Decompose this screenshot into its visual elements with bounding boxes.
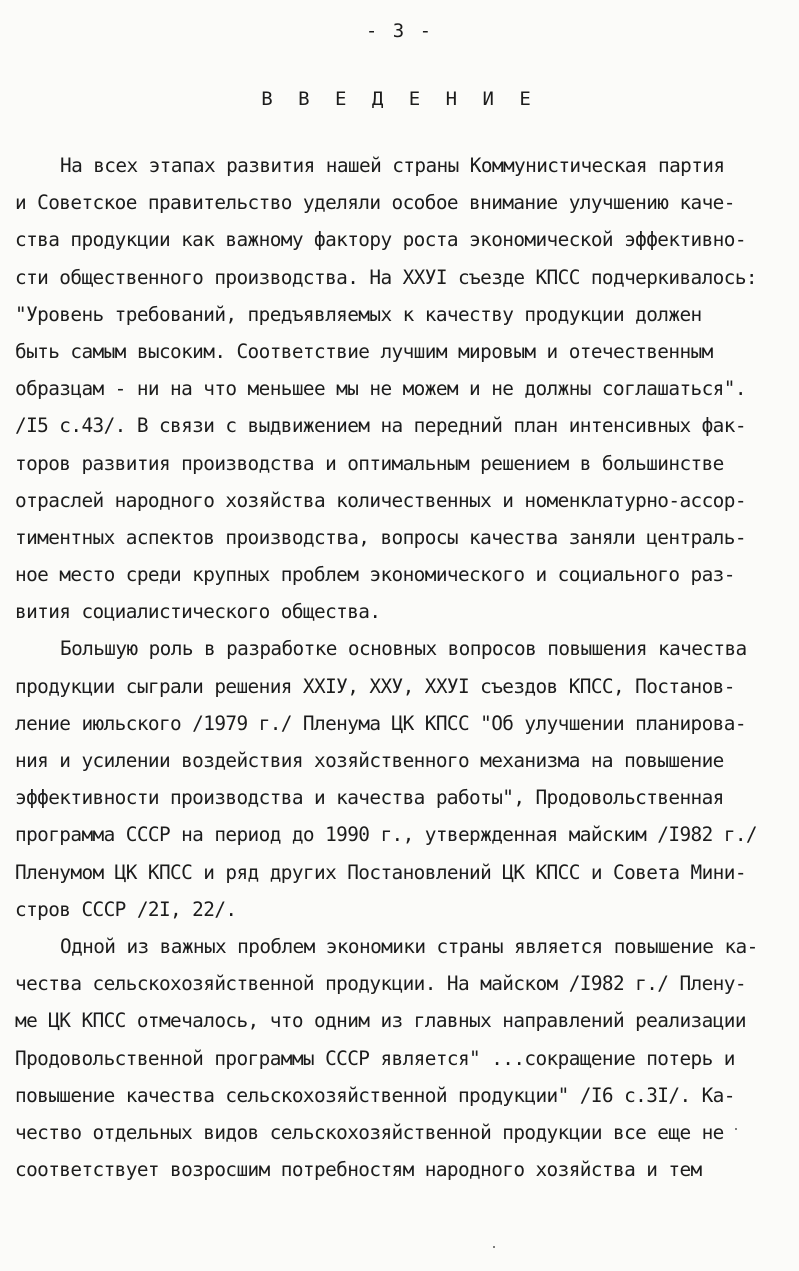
text-line: программа СССР на период до 1990 г., утвержденная майским /I982 г./ xyxy=(15,823,757,847)
text-line: вития социалистического общества. xyxy=(15,600,381,624)
page-number: - 3 - xyxy=(365,20,434,42)
text-line: стров СССР /2I, 22/. xyxy=(15,897,237,921)
section-heading: В В Е Д Е Н И Е xyxy=(261,88,538,110)
text-line: ме ЦК КПСС отмечалось, что одним из главных направлений реализации xyxy=(15,1009,746,1033)
text-line: Большую роль в разработке основных вопросов повышения качества xyxy=(60,637,747,661)
text-line: торов развития производства и оптимальным решением в большинстве xyxy=(15,451,724,475)
text-line: чества сельскохозяйственной продукции. На майском /I982 г./ Плену- xyxy=(15,972,746,996)
text-line: отраслей народного хозяйства количественных и номенклатурно-ассор- xyxy=(15,488,746,512)
scan-speck xyxy=(735,1128,737,1130)
text-line: сти общественного производства. На ХХУI съезде КПСС подчеркивалось: xyxy=(15,265,757,289)
text-line: /I5 с.43/. В связи с выдвижением на передний план интенсивных фак- xyxy=(15,414,746,438)
text-line: быть самым высоким. Соответствие лучшим мировым и отечественным xyxy=(15,339,713,363)
text-line: продукции сыграли решения ХХIУ, ХХУ, ХХУI съездов КПСС, Постанов- xyxy=(15,674,735,698)
text-line: образцам - ни на что меньшее мы не можем и не должны соглашаться". xyxy=(15,377,746,401)
text-line: чество отдельных видов сельскохозяйственной продукции все еще не xyxy=(15,1120,724,1144)
text-line: ства продукции как важному фактору роста экономической эффективно- xyxy=(15,228,746,252)
text-line: соответствует возросшим потребностям народного хозяйства и тем xyxy=(15,1158,702,1182)
text-line: ния и усилении воздействия хозяйственного механизма на повышение xyxy=(15,749,724,772)
body-text xyxy=(15,151,785,1192)
text-line: "Уровень требований, предъявляемых к качеству продукции должен xyxy=(15,302,702,326)
text-line: тиментных аспектов производства, вопросы качества заняли централь- xyxy=(15,525,746,549)
text-line: и Советское правительство уделяли особое внимание улучшению каче- xyxy=(15,191,735,215)
text-line: Одной из важных проблем экономики страны является повышение ка- xyxy=(60,934,758,958)
text-line: Продовольственной программы СССР является" ...сокращение потерь и xyxy=(15,1046,735,1070)
text-line: эффективности производства и качества работы", Продовольственная xyxy=(15,786,724,810)
text-line: ное место среди крупных проблем экономического и социального раз- xyxy=(15,563,735,587)
text-line: ление июльского /1979 г./ Пленума ЦК КПСС "Об улучшении планирова- xyxy=(15,711,746,735)
text-line: повышение качества сельскохозяйственной продукции" /I6 с.3I/. Ка- xyxy=(15,1083,735,1107)
text-line: На всех этапах развития нашей страны Коммунистическая партия xyxy=(60,154,725,177)
text-line: Пленумом ЦК КПСС и ряд других Постановлений ЦК КПСС и Совета Мини- xyxy=(15,860,746,884)
scan-speck xyxy=(493,1246,495,1248)
